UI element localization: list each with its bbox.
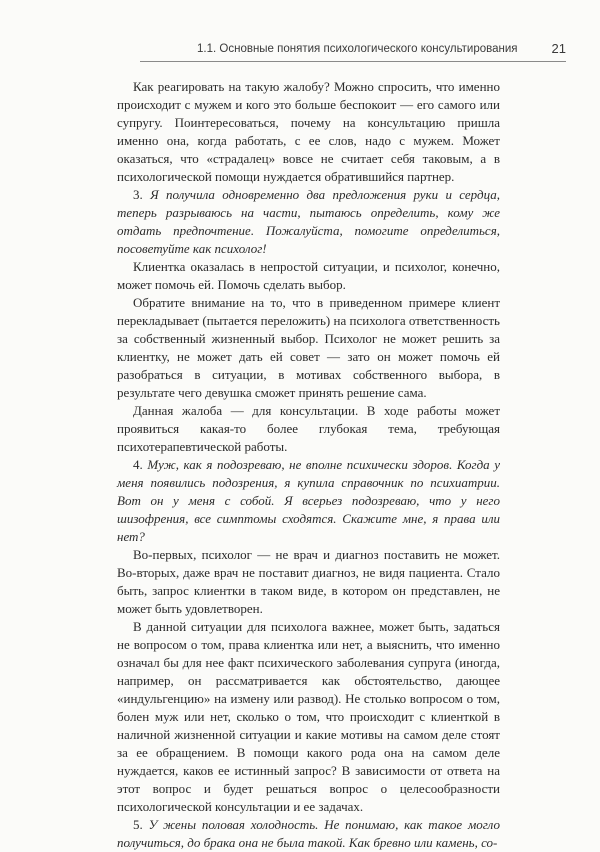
running-title: 1.1. Основные понятия психологического консультирования (197, 42, 518, 55)
item-number: 5. (133, 817, 143, 832)
item-quote: У жены половая холодность. Не понимаю, как такое могло получиться, до брака она не была такой. Как бревно или камень, со- (117, 817, 500, 850)
paragraph: Данная жалоба — для консультации. В ходе работы может проявиться какая-то более глубокая тема, требующая психотерапевтической работы. (117, 403, 500, 454)
paragraph: Клиентка оказалась в непростой ситуации, и психолог, конечно, может помочь ей. Помочь сделать выбор. (117, 259, 500, 292)
list-item (117, 816, 500, 852)
paragraph: Как реагировать на такую жалобу? Можно спросить, что именно происходит с мужем и кого это больше беспокоит — его самого или супругу. Поинтересоваться, почему на консультацию пришла именно она, когда работать, с ее слов, надо с мужем. Может оказаться, что «страдалец» вовсе не считает себя таковым, а в психологической помощи нуждается обратившийся партнер. (117, 79, 500, 184)
header-rule (140, 61, 566, 62)
body-text (117, 78, 500, 852)
running-header (140, 41, 566, 56)
item-number: 4. (133, 457, 143, 472)
page-number: 21 (551, 41, 566, 56)
paragraph: Во-первых, психолог — не врач и диагноз поставить не может. Во-вторых, даже врач не поставит диагноз, не видя пациента. Стало быть, запрос клиентки в таком виде, в котором он представлен, не может быть удовлетворен. (117, 547, 500, 616)
item-number: 3. (133, 187, 143, 202)
item-quote: Я получила одновременно два предложения руки и сердца, теперь разрываюсь на части, пытаюсь определить, кому же отдать предпочтение. Пожалуйста, помогите определиться, посоветуйте как психолог! (117, 187, 500, 256)
paragraph: В данной ситуации для психолога важнее, может быть, задаться не вопросом о том, права клиентка или нет, а выяснить, что именно означал бы для нее факт психического заболевания супруга (иногда, например, он рассматривается как обстоятельство, дающее «индульгенцию» на измену или развод). Не столько вопросом о том, болен муж или нет, сколько о том, что происходит с клиенткой в наличной жизненной ситуации и какие мотивы на самом деле стоят за ее обращением. В помощи какого рода она на самом деле нуждается, каков ее истинный запрос? В зависимости от ответа на этот вопрос и будет решаться вопрос о целесообразности психологической консультации и ее задачах. (117, 619, 500, 814)
item-quote: Муж, как я подозреваю, не вполне психически здоров. Когда у меня появились подозрения, я купила справочник по психиатрии. Вот он у меня с собой. Я всерьез подозреваю, что у него шизофрения, все симптомы сходятся. Скажите мне, я права или нет? (117, 457, 501, 544)
list-item (117, 186, 500, 258)
list-item (117, 456, 500, 546)
paragraph: Обратите внимание на то, что в приведенном примере клиент перекладывает (пытается переложить) на психолога ответственность за собственный жизненный выбор. Психолог не может решить за клиентку, не может дать ей совет — зато он может помочь ей разобраться в ситуации, в мотивах собственного выбора, в результате чего девушка сможет принять решение сама. (117, 295, 500, 400)
